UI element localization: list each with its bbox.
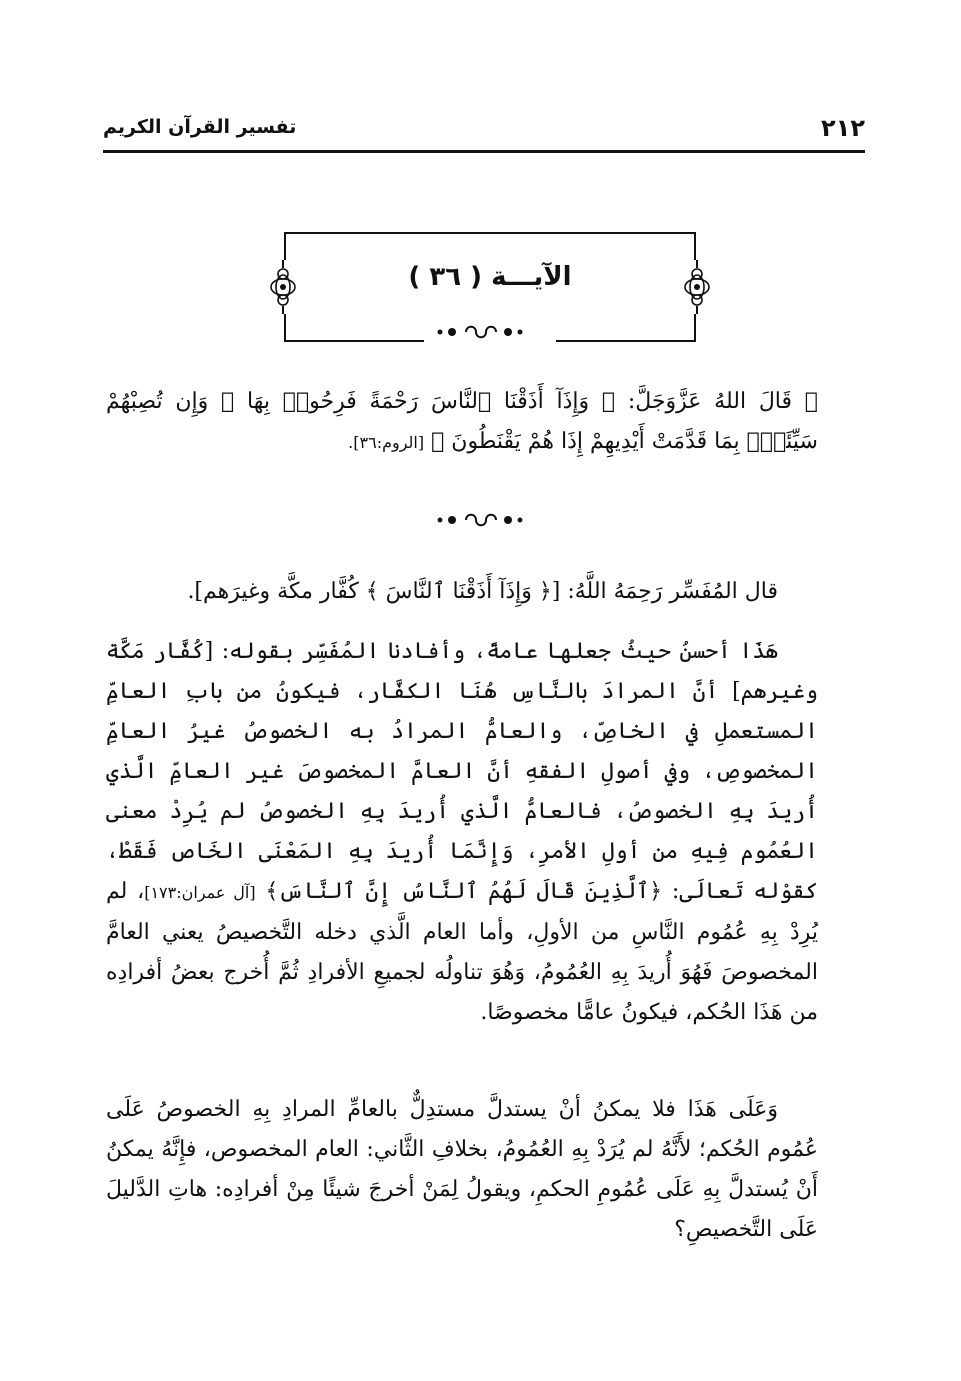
commentary-paragraph (106, 632, 818, 1033)
commentary-paragraph (106, 572, 818, 612)
verse-block (106, 382, 818, 463)
frame-top-border (284, 232, 696, 234)
verse-title: الآيـــة ( ٣٦ ) (408, 262, 572, 292)
verse-text: ۞ قَالَ اللهُ عَزَّوَجَلَّ: ﴿ وَإِذَآ أَذَقْنَا ٱلنَّاسَ رَحْمَةً فَرِحُوا۟ بِهَا ۖ وَإِن تُصِبْهُمْ سَيِّئَةٌۢ بِمَا قَدَّمَتْ أَيْدِيهِمْ إِذَا هُمْ يَقْنَطُونَ ﴾ (106, 389, 818, 454)
ornamental-divider (0, 322, 961, 342)
verse-reference: [الروم:٣٦]. (348, 433, 425, 452)
verse-reference: [آل عمران:١٧٣] (144, 883, 256, 902)
paragraph-text: قال المُفَسِّر رَحِمَهُ اللَّهُ: [﴿ وَإِذَآ أَذَقْنَا ٱلنَّاسَ ﴾ كُفَّار مكَّة وغيرَهم]. (187, 579, 778, 604)
paragraph-text: ، لم يُرِدْ بِهِ عُمُوم النَّاسِ من الأولِ، وأما العام الَّذي دخله التَّخصيصُ يعني العامَّ المخصوصَ فَهُوَ أُريدَ بِهِ العُمُومُ، وَهُوَ تناولُه لجميعِ الأفرادِ ثُمَّ أُخرج بعضُ أفرادِه من هَذَا الحُكم، فيكونُ عامًّا مخصوصًا. (106, 879, 818, 1025)
page-number: ٢١٢ (821, 114, 865, 142)
book-title: تفسير القرآن الكريم (103, 116, 297, 138)
commentary-paragraph (106, 1090, 818, 1250)
paragraph-text: هَذَا أحسنُ حيثُ جعلها عامةً، وأفادنا المُفَسِّر بقوله: [كُفَّار مَكَّة وغيرهم] أنَّ المرادَ بالنَّاسِ هُنَا الكفَّار، فيكونُ من بابِ العامِّ المستعملِ في الخاصِّ، والعامُّ المرادُ به الخصوصُ غيرُ العامِّ المخصوصِ، وفي أصولِ الفقهِ أنَّ العامَّ المخصوصَ غير العامِّ الَّذي أُريدَ بِهِ الخصوصُ، فالعامُّ الَّذي أُريدَ بِهِ الخصوصُ لم يُرِدْ معنى العُمُوم فِيهِ من أولِ الأمرِ، وَإِنَّمَا أُريدَ بِهِ المَعْنَى الخَاص فَقَطْ، كقوْله تَعالَى: ﴿ٱلَّذِينَ قَالَ لَهُمُ ٱلنَّاسُ إِنَّ ٱلنَّاسَ﴾ (106, 639, 818, 904)
paragraph-text: وَعَلَى هَذَا فلا يمكنُ أنْ يستدلَّ مستدِلٌّ بالعامِّ المرادِ بِهِ الخصوصُ عَلَى عُمُوم الحُكم؛ لأَنَّهُ لم يُرَدْ بِهِ العُمُومُ، بخلافِ الثَّاني: العام المخصوص، فإِنَّهُ يمكنُ أَنْ يُستدلَّ بِهِ عَلَى عُمُومِ الحكمِ، ويقولُ لِمَنْ أخرجَ شيئًا مِنْ أفرادِه: هاتِ الدَّليلَ عَلَى التَّخصيصِ؟ (106, 1097, 818, 1242)
running-header (103, 110, 865, 153)
ornamental-divider (0, 510, 961, 530)
